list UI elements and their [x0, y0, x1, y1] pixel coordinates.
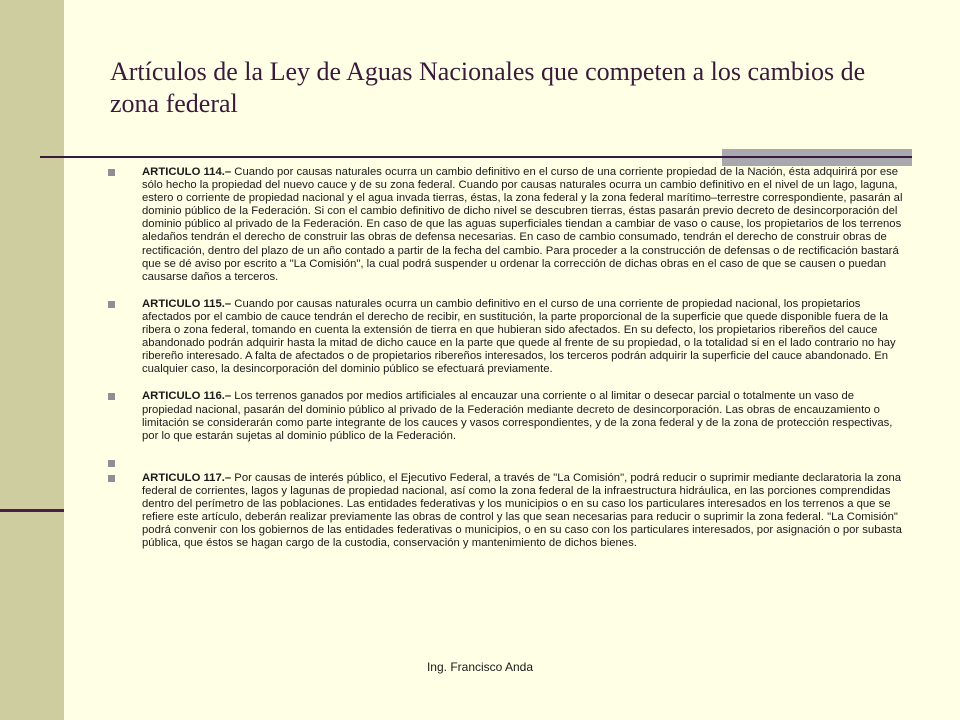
article-115	[106, 298, 906, 377]
article-body: Por causas de interés público, el Ejecutivo Federal, a través de "La Comisión", podrá reducir o suprimir mediante declaratoria la zona federal de corrientes, lagos y lagunas de propiedad nacional, así como la zona federal de la infraestructura hidráulica, en las porciones comprendidas dentro del perímetro de las poblaciones. Las entidades federativas y los municipios o en su caso los particulares interesados en los terrenos a que se refiere este artículo, deberán realizar previamente las obras de control y las que sean necesarias para reducir o suprimir la zona federal. "La Comisión" podrá convenir con los gobiernos de las entidades federativas o municipios, o en su caso con los particulares interesados, por asignación o por subasta pública, que éstos se hagan cargo de la custodia, conservación y mantenimiento de dichos bienes.	[142, 471, 902, 550]
left-decorative-band	[0, 0, 64, 720]
article-heading: ARTICULO 114.–	[142, 166, 232, 178]
article-116	[106, 390, 906, 442]
title-divider	[40, 156, 912, 158]
article-heading: ARTICULO 117.–	[142, 471, 232, 484]
article-body: Los terrenos ganados por medios artificiales al encauzar una corriente o al limitar o desecar parcial o totalmente un vaso de propiedad nacional, pasarán del dominio público al privado de la Federación mediante decreto de desincorporación. Las obras de encauzamiento o limitación se considerarán como parte integrante de los cauces y vasos correspondientes, y de la zona federal y de la zona de protección respectivas, por lo que estarán sujetas al dominio público de la Federación.	[142, 390, 893, 442]
square-bullet-icon	[108, 301, 115, 308]
square-bullet-icon	[108, 460, 115, 467]
articles-list	[106, 166, 906, 564]
slide-footer: Ing. Francisco Anda	[426, 660, 534, 674]
article-114	[106, 166, 906, 284]
slide-title: Artículos de la Ley de Aguas Nacionales que competen a los cambios de zona federal	[110, 57, 866, 118]
article-body: Cuando por causas naturales ocurra un cambio definitivo en el curso de una corriente de propiedad nacional, los propietarios afectados por el cambio de cauce tendrán el derecho de recibir, en sustitución, la parte proporcional de la superficie que quede disponible fuera de la ribera o zona federal, tomando en cuenta la extensión de tierra en que hubieran sido afectados. En su defecto, los propietarios ribereños del cauce abandonado podrán adquirir hasta la mitad de dicho cauce en la parte que quede al frente de su propiedad, o la totalidad si en el lado contrario no hay ribereño interesado. A falta de afectados o de propietarios ribereños interesados, los terceros podrán adquirir la superficie del cauce abandonado. En cualquier caso, la desincorporación del dominio público se efectuará previamente.	[142, 297, 896, 376]
square-bullet-icon	[108, 475, 115, 482]
empty-bullet-item	[106, 457, 906, 470]
square-bullet-icon	[108, 393, 115, 400]
left-accent-bar	[0, 509, 64, 512]
square-bullet-icon	[108, 169, 115, 176]
article-117	[106, 472, 906, 551]
article-heading: ARTICULO 115.–	[142, 297, 232, 310]
article-heading: ARTICULO 116.–	[142, 390, 232, 403]
article-body: Cuando por causas naturales ocurra un cambio definitivo en el curso de una corriente propiedad de la Nación, ésta adquirirá por ese sólo hecho la propiedad del nuevo cauce y de su zona federal. Cuando por causas naturales ocurra un cambio definitivo en el nivel de un lago, laguna, estero o corriente de propiedad nacional y el agua invada tierras, éstas, la zona federal y la zona federal marítimo–terrestre correspondiente, pasarán al dominio público de la Federación. Si con el cambio definitivo de dicho nivel se descubren tierras, éstas pasarán previo decreto de desincorporación del dominio público al privado de la Federación. En caso de que las aguas superficiales tiendan a cambiar de vaso o cause, los propietarios de los terrenos aledaños tendrán el derecho de construir las obras de defensa necesarias. En caso de cambio consumado, tendrán el derecho de construir obras de rectificación, dentro del plazo de un año contado a partir de la fecha del cambio. Para proceder a la construcción de defensas o de rectificación bastará que se dé aviso por escrito a "La Comisión", la cual podrá suspender u ordenar la corrección de dichas obras en el caso de que se causen o puedan causarse daños a terceros.	[142, 166, 903, 283]
